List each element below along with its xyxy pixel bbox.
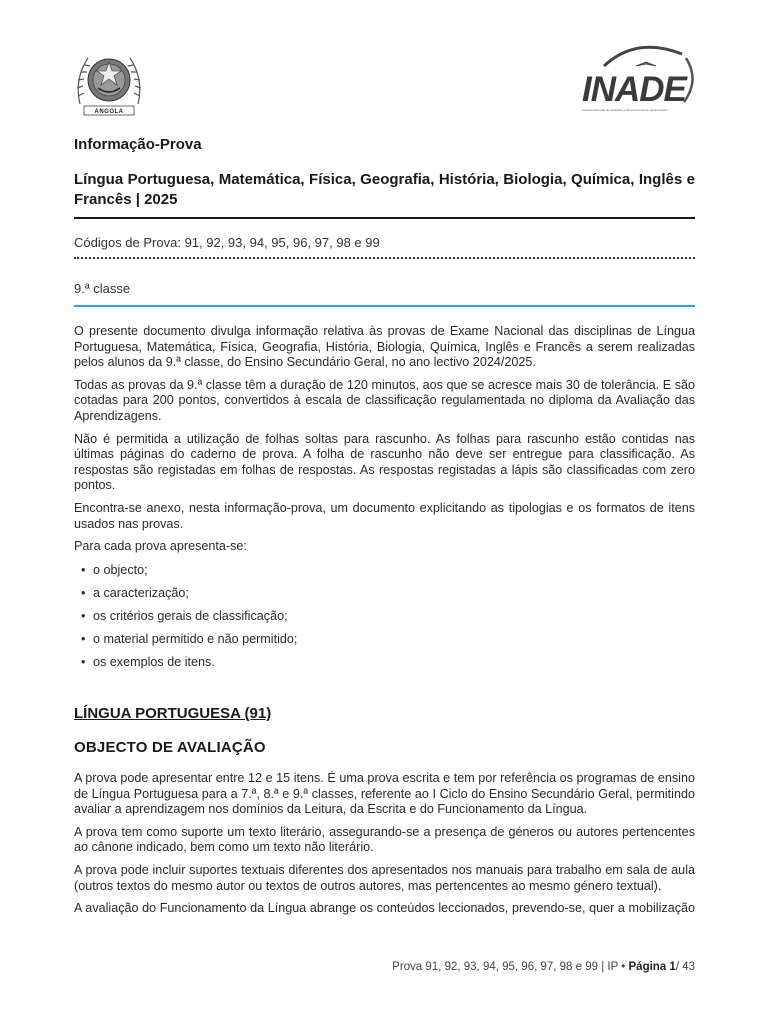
exam-codes: Códigos de Prova: 91, 92, 93, 94, 95, 96, 97, 98 e 99: [74, 235, 380, 250]
intro-paragraph: Todas as provas da 9.ª classe têm a duração de 120 minutos, aos que se acresce mais 30 de tolerância. E são cotadas para 200 pontos, convertidos à escala de classificação regulamentada no diploma da Avaliação das Aprendizagens.: [74, 377, 695, 423]
objecto-section: [74, 771, 695, 924]
intro-paragraph: Para cada prova apresenta-se:: [74, 539, 247, 554]
section-heading-objecto: OBJECTO DE AVALIAÇÃO: [74, 739, 266, 756]
intro-paragraph: Encontra-se anexo, nesta informação-prova, um documento explicitando as tipologias e os formatos de itens usados nas provas.: [74, 500, 695, 531]
emblem-label: ANGOLA: [94, 109, 124, 115]
page-header: [0, 0, 768, 130]
list-item-text: os critérios gerais de classificação;: [93, 608, 288, 623]
subjects-heading: Língua Portuguesa, Matemática, Física, Geografia, História, Biologia, Química, Inglês e Francês | 2025: [74, 171, 695, 208]
objecto-paragraph: A prova pode incluir suportes textuais diferentes dos apresentados nos manuais para trabalho em sala de aula (outros textos do mesmo autor ou textos de outros autores, mas pertencentes ao mesmo género textual).: [74, 862, 695, 893]
intro-section: [74, 324, 695, 678]
list-item-text: o objecto;: [93, 562, 148, 577]
list-item-text: o material permitido e não permitido;: [93, 631, 298, 646]
list-item-text: os exemplos de itens.: [93, 654, 215, 669]
document-title: Informação-Prova: [74, 136, 202, 153]
objecto-paragraph: A prova tem como suporte um texto literário, assegurando-se a presença de géneros ou autores pertencentes ao cânone indicado, bem como um texto não literário.: [74, 824, 695, 855]
grade-level: 9.ª classe: [74, 281, 131, 296]
bullet-symbol: •: [81, 562, 86, 577]
logo-text: INADE: [582, 70, 686, 109]
divider-black: [74, 217, 695, 219]
list-item-text: a caracterização;: [93, 585, 189, 600]
divider-dotted: [74, 257, 695, 259]
page-total: / 43: [675, 961, 695, 973]
list-item: [74, 586, 695, 609]
list-item: [74, 563, 695, 586]
bullet-symbol: •: [81, 631, 86, 646]
intro-paragraph: O presente documento divulga informação relativa às provas de Exame Nacional das disciplinas de Língua Portuguesa, Matemática, Física, Geografia, História, Biologia, Química, Inglês e Francês a serem realizadas pelos alunos da 9.ª classe, do Ensino Secundário Geral, no ano lectivo 2024/2025.: [74, 324, 695, 370]
list-item: [74, 632, 695, 655]
section-heading-lingua-portuguesa: LÍNGUA PORTUGUESA (91): [74, 705, 272, 722]
objecto-paragraph: A avaliação do Funcionamento da Língua abrange os conteúdos leccionados, prevendo-se, quer a mobilização: [74, 901, 695, 916]
divider-blue: [74, 305, 695, 307]
logo-subtext: Instituto Nacional de Avaliação e Desenvolvimento da Educação: [582, 108, 668, 112]
page-footer: [392, 961, 695, 973]
list-item: [74, 609, 695, 632]
inade-logo: [574, 40, 700, 114]
intro-paragraph: Não é permitida a utilização de folhas soltas para rascunho. As folhas para rascunho estão contidas nas últimas páginas do caderno de prova. A folha de rascunho não deve ser entregue para classificação. As respostas são registadas em folhas de respostas. As respostas registadas a lápis são classificadas com zero pontos.: [74, 431, 695, 493]
objecto-paragraph: A prova pode apresentar entre 12 e 15 itens. É uma prova escrita e tem por referência os programas de ensino de Língua Portuguesa para a 7.ª, 8.ª e 9.ª classes, referente ao I Ciclo do Ensino Secundário Geral, permitindo avaliar a aprendizagem nos domínios da Leitura, da Escrita e do Funcionamento da Língua.: [74, 771, 695, 817]
page-label: Página 1: [628, 961, 676, 973]
list-item: [74, 655, 695, 678]
footer-text: Prova 91, 92, 93, 94, 95, 96, 97, 98 e 99 | IP •: [392, 961, 626, 973]
bullet-symbol: •: [81, 585, 86, 600]
bullet-symbol: •: [81, 654, 86, 669]
bullet-list: [74, 563, 695, 678]
angola-emblem: [70, 44, 148, 120]
bullet-symbol: •: [81, 608, 86, 623]
